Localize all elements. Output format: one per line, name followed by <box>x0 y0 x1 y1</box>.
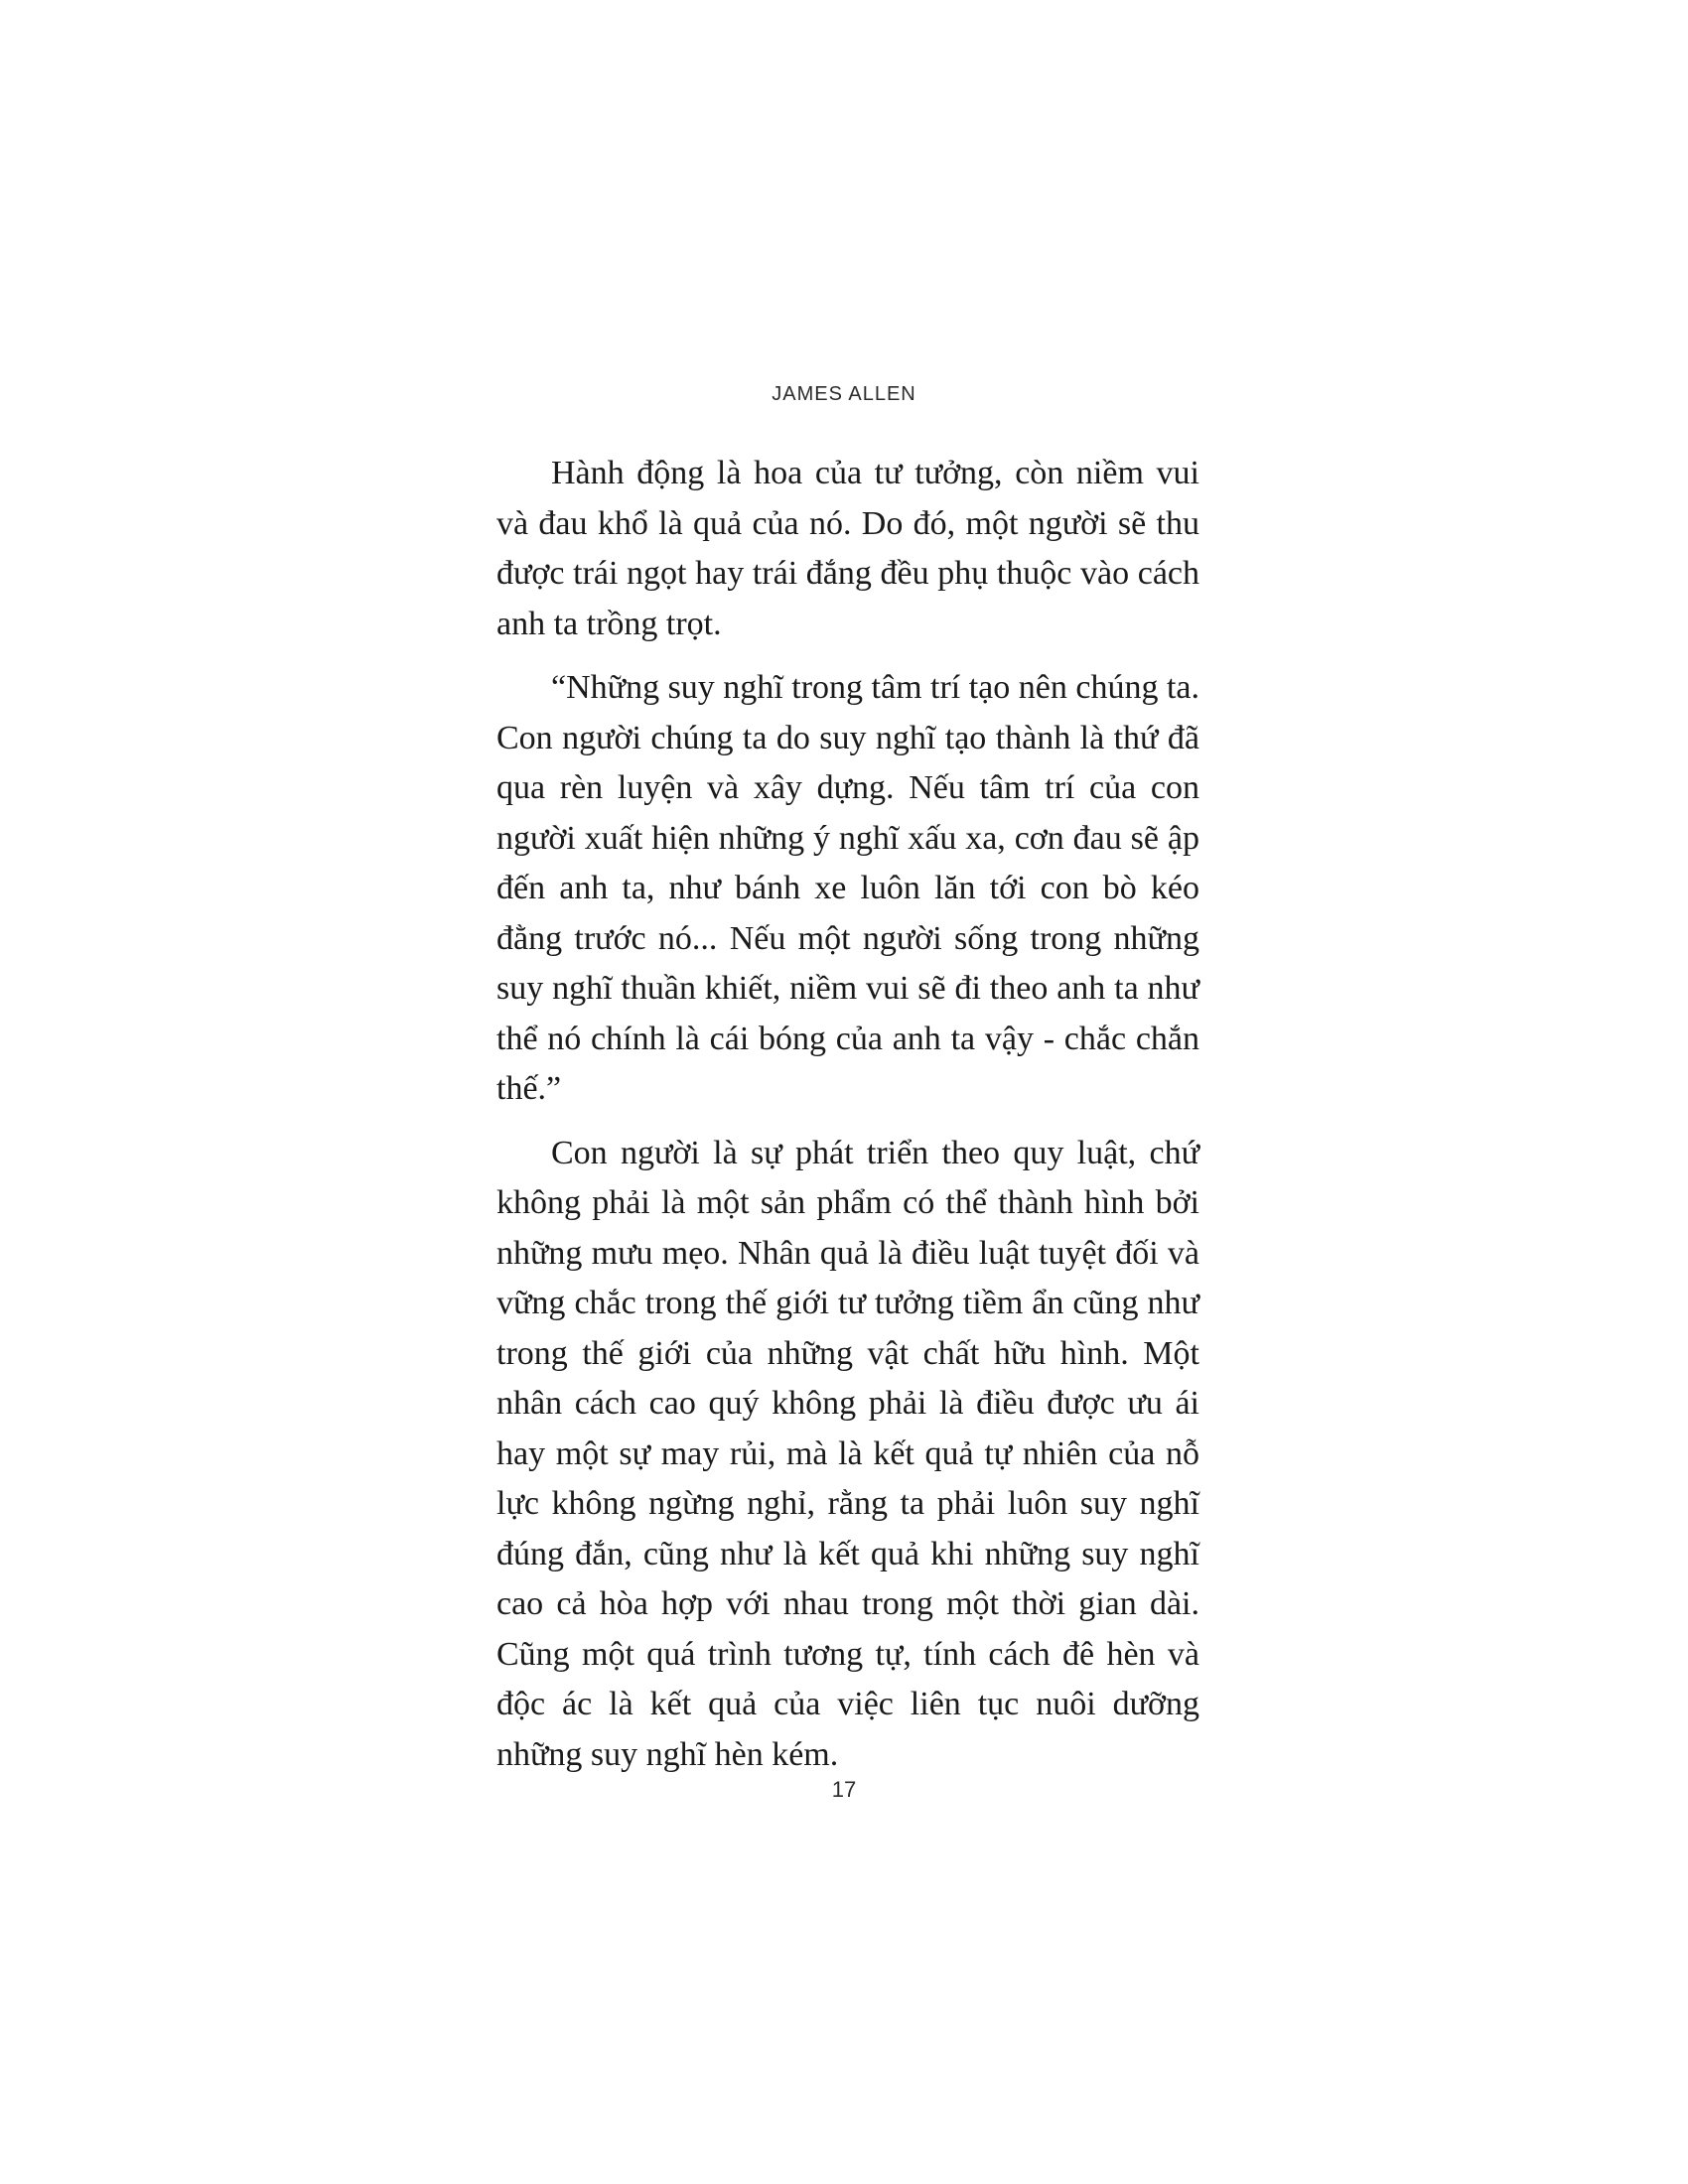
body-text <box>496 449 1199 1794</box>
running-header: JAMES ALLEN <box>772 383 916 405</box>
paragraph: “Những suy nghĩ trong tâm trí tạo nên chúng ta. Con người chúng ta do suy nghĩ tạo thành là thứ đã qua rèn luyện và xây dựng. Nếu tâm trí của con người xuất hiện những ý nghĩ xấu xa, cơn đau sẽ ập đến anh ta, như bánh xe luôn lăn tới con bò kéo đằng trước nó... Nếu một người sống trong những suy nghĩ thuần khiết, niềm vui sẽ đi theo anh ta như thể nó chính là cái bóng của anh ta vậy - chắc chắn thế.” <box>496 669 1199 1107</box>
paragraph: Hành động là hoa của tư tưởng, còn niềm vui và đau khổ là quả của nó. Do đó, một người sẽ thu được trái ngọt hay trái đắng đều phụ thuộc vào cách anh ta trồng trọt. <box>496 455 1199 642</box>
paragraph: Con người là sự phát triển theo quy luật, chứ không phải là một sản phẩm có thể thành hình bởi những mưu mẹo. Nhân quả là điều luật tuyệt đối và vững chắc trong thế giới tư tưởng tiềm ẩn cũng như trong thế giới của những vật chất hữu hình. Một nhân cách cao quý không phải là điều được ưu ái hay một sự may rủi, mà là kết quả tự nhiên của nỗ lực không ngừng nghỉ, rằng ta phải luôn suy nghĩ đúng đắn, cũng như là kết quả khi những suy nghĩ cao cả hòa hợp với nhau trong một thời gian dài. Cũng một quá trình tương tự, tính cách đê hèn và độc ác là kết quả của việc liên tục nuôi dưỡng những suy nghĩ hèn kém. <box>496 1134 1199 1773</box>
page-number: 17 <box>831 1777 857 1802</box>
